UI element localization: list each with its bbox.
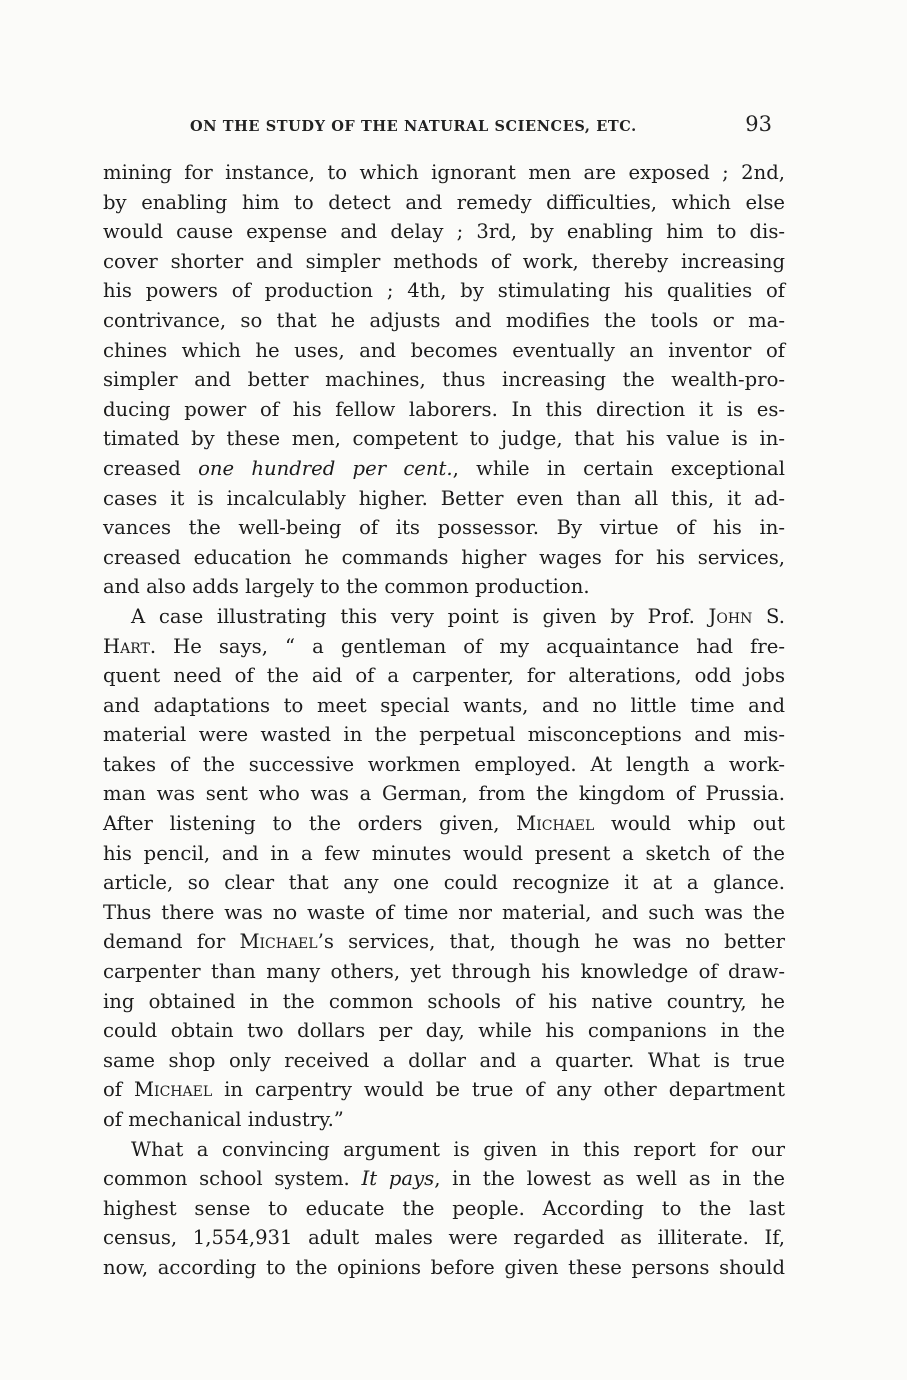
text-line: now, according to the opinions before given these persons should	[103, 1255, 785, 1279]
text-line: would cause expense and delay ; 3rd, by enabling him to dis-	[103, 220, 785, 244]
text-line: of mechanical industry.”	[103, 1108, 344, 1131]
text-line: takes of the successive workmen employed. At length a work-	[103, 752, 785, 776]
text-line: his powers of production ; 4th, by stimulating his qualities of	[103, 279, 785, 303]
text-line: demand for Michael’s services, that, though he was no better	[103, 930, 786, 954]
italic-phrase: one hundred per cent.	[198, 456, 453, 480]
text-line: mining for instance, to which ignorant men are exposed ; 2nd,	[103, 161, 785, 184]
text-line: vances the well-being of its possessor. By virtue of his in-	[103, 516, 785, 540]
text-line: his pencil, and in a few minutes would present a sketch of the	[103, 841, 785, 865]
text-line: ducing power of his fellow laborers. In this direction it is es-	[103, 397, 785, 421]
text-line: ing obtained in the common schools of his native country, he	[103, 989, 785, 1013]
text-line: census, 1,554,931 adult males were regarded as illiterate. If,	[103, 1226, 785, 1250]
text-line: article, so clear that any one could recognize it at a glance.	[103, 871, 785, 895]
text-line: man was sent who was a German, from the kingdom of Prussia.	[103, 782, 785, 806]
small-caps-name: John	[708, 604, 753, 628]
text-line: and adaptations to meet special wants, and no little time and	[103, 693, 785, 717]
text-line: same shop only received a dollar and a quarter. What is true	[103, 1048, 785, 1072]
text-line: simpler and better machines, thus increasing the wealth-pro-	[103, 368, 785, 392]
text-line: creased education he commands higher wages for his services,	[103, 545, 785, 569]
text-line: chines which he uses, and becomes eventually an inventor of	[103, 338, 785, 362]
body-text	[103, 158, 785, 1283]
text-line: cover shorter and simpler methods of work, thereby increasing	[103, 249, 785, 273]
text-line: carpenter than many others, yet through his knowledge of draw-	[103, 960, 785, 984]
text-line: could obtain two dollars per day, while his companions in the	[103, 1019, 785, 1043]
text-line: of Michael in carpentry would be true of any other department	[103, 1078, 785, 1102]
small-caps-name: Michael	[133, 1078, 213, 1102]
text-line: timated by these men, competent to judge, that his value is in-	[103, 427, 785, 451]
text-line: After listening to the orders given, Michael would whip out	[103, 812, 785, 836]
running-head	[190, 112, 780, 142]
page-number: 93	[745, 112, 772, 136]
text-line: A case illustrating this very point is given by Prof. John S.	[131, 604, 786, 628]
running-head-title: ON THE STUDY OF THE NATURAL SCIENCES, ETC.	[190, 118, 637, 135]
text-line: cases it is incalculably higher. Better even than all this, it ad-	[103, 486, 785, 510]
small-caps-name: Hart	[103, 634, 150, 658]
text-line: What a convincing argument is given in this report for our	[131, 1137, 785, 1161]
text-line: highest sense to educate the people. According to the last	[103, 1196, 785, 1220]
text-line: Thus there was no waste of time nor material, and such was the	[103, 900, 785, 924]
text-line: Hart. He says, “ a gentleman of my acquaintance had fre-	[103, 634, 785, 658]
text-line: material were wasted in the perpetual misconceptions and mis-	[103, 723, 785, 747]
italic-phrase: It pays	[361, 1167, 435, 1191]
text-line: and also adds largely to the common production.	[103, 575, 590, 599]
text-line: by enabling him to detect and remedy difficulties, which else	[103, 190, 785, 214]
text-line: common school system. It pays, in the lowest as well as in the	[103, 1167, 785, 1191]
text-line: creased one hundred per cent., while in certain exceptional	[103, 456, 785, 480]
text-line: quent need of the aid of a carpenter, for alterations, odd jobs	[103, 664, 785, 688]
text-line: contrivance, so that he adjusts and modifies the tools or ma-	[103, 308, 785, 332]
small-caps-name: Michael	[516, 812, 595, 836]
small-caps-name: Michael	[239, 930, 318, 954]
